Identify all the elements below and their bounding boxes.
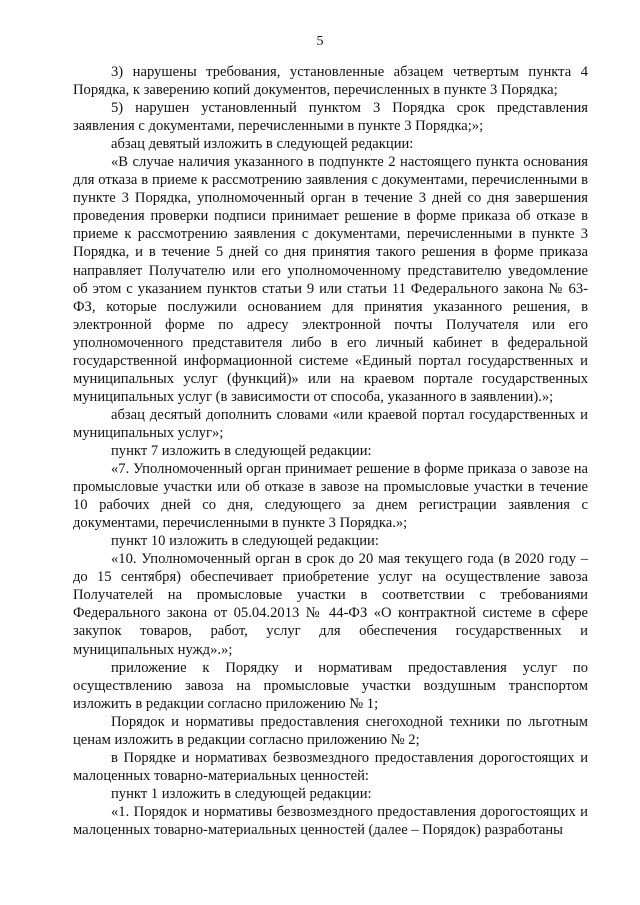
paragraph: пункт 10 изложить в следующей редакции:	[111, 533, 379, 550]
paragraph: 5) нарушен установленный пунктом 3 Порядка срок представления заявления с документами, перечисленными в пункте 3 Порядка;»;	[73, 100, 588, 135]
paragraph: 3) нарушены требования, установленные абзацем четвертым пункта 4 Порядка, к заверению копий документов, перечисленных в пункте 3 Порядка;	[73, 64, 588, 99]
paragraph: пункт 1 изложить в следующей редакции:	[111, 785, 372, 802]
page-number: 5	[316, 34, 324, 49]
paragraph: Порядок и нормативы предоставления снегоходной техники по льготным ценам изложить в редакции согласно приложению № 2;	[73, 713, 588, 748]
paragraph: «10. Уполномоченный орган в срок до 20 мая текущего года (в 2020 году – до 15 сентября) обеспечивает приобретение услуг на осуществление завоза Получателей на промысловые участки в соответствии с требованиями Федерального закона от 05.04.2013 № 44-ФЗ «О контрактной системе в сфере закупок товаров, работ, услуг для обеспечения государственных и муниципальных нужд».»;	[73, 551, 588, 658]
paragraph: абзац девятый изложить в следующей редакции:	[111, 136, 414, 153]
paragraph: «1. Порядок и нормативы безвозмездного предоставления дорогостоящих и малоценных товарно-материальных ценностей (далее – Порядок) разработаны	[73, 803, 588, 838]
document-body	[73, 63, 588, 839]
paragraph: абзац десятый дополнить словами «или краевой портал государственных и муниципальных услуг»;	[73, 406, 588, 441]
paragraph: в Порядке и нормативах безвозмездного предоставления дорогостоящих и малоценных товарно-материальных ценностей:	[73, 749, 588, 784]
paragraph: приложение к Порядку и нормативам предоставления услуг по осуществлению завоза на промысловые участки воздушным транспортом изложить в редакции согласно приложению № 1;	[73, 659, 588, 712]
paragraph: «В случае наличия указанного в подпункте 2 настоящего пункта основания для отказа в приеме к рассмотрению заявления с документами, перечисленными в пункте 3 Порядка, уполномоченный орган в течение 3 дней со дня завершения проведения проверки подписи принимает решение в форме приказа об отказе в приеме к рассмотрению заявления с документами, перечисленными в пункте 3 Порядка, и в течение 5 дней со дня принятия такого решения в форме приказа направляет Получателю или его уполномоченному представителю уведомление об этом с указанием пунктов статьи 9 или статьи 11 Федерального закона № 63-ФЗ, которые послужили основанием для принятия указанного решения, в электронной форме по адресу электронной почты Получателя или его уполномоченного представителя либо в его личный кабинет в федеральной государственной информационной системе «Единый портал государственных и муниципальных услуг (функций)» или на краевом портале государственных муниципальных услуг (в зависимости от способа, указанного в заявлении).»;	[73, 154, 588, 405]
paragraph: «7. Уполномоченный орган принимает решение в форме приказа о завозе на промысловые участки или об отказе в завозе на промысловые участки в течение 10 рабочих дней со дня, следующего за днем регистрации заявления с документами, перечисленными в пункте 3 Порядка.»;	[73, 461, 588, 532]
paragraph: пункт 7 изложить в следующей редакции:	[111, 442, 372, 459]
